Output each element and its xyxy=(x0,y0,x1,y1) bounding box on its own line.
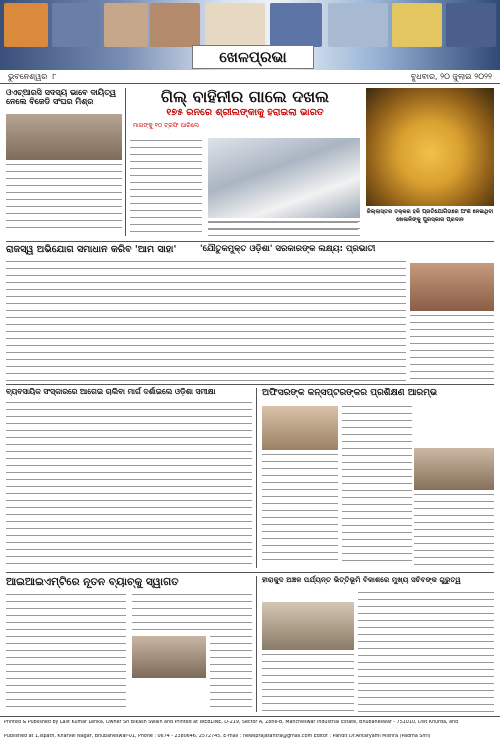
row4-left-title: ଆଇଆଇଏମ୍‌ଟିରେ ନୂତନ ବ୍ୟାଚ୍‌କୁ ସ୍ୱାଗତ xyxy=(6,576,179,588)
imprint-line: Printed & Published by Lalit Kumar Lenka, Owner Sri Bikash Swain and Printed at WEBLINE, D-219, Sector A, Zone-B, Mancheswar Industrial Estate, Bhubaneswar - 751010, Dist Khurda, and xyxy=(4,720,459,725)
masthead xyxy=(0,0,500,70)
row3-right-body-3 xyxy=(414,494,494,566)
masthead-photo-2 xyxy=(52,3,100,47)
row2-left-story xyxy=(6,245,306,381)
row4-right-story xyxy=(262,576,494,712)
story-left-top-title: ଓଏଚ୍ଆରସି ସଦସ୍ୟ ଭାବେ ଦାୟିତ୍ୱ ନେଲେ ବିଜେଡି ସଂଘର ମିଶ୍ର xyxy=(6,88,116,107)
masthead-photo-7 xyxy=(328,3,388,47)
row4-right-photo xyxy=(262,602,354,650)
row3-left-title: ବ୍ୟବସାୟିକ ସଂସ୍କାରରେ ଆଗେଇ ଚାଲିବା ମାର୍ଗ ଦର୍ଶାଇଲେ ଓଡ଼ିଶା ସମୀକ୍ଷା xyxy=(6,387,216,396)
row4-right-body-2 xyxy=(262,654,354,712)
row2-left-body xyxy=(6,261,306,381)
page-number: ୮ xyxy=(52,71,57,81)
row3-right-body xyxy=(342,406,412,566)
row4-right-body xyxy=(358,592,494,712)
masthead-title: ଖେଳପ୍ରଭା xyxy=(192,45,314,69)
masthead-strip xyxy=(0,70,500,84)
story-right-top-photo xyxy=(366,88,494,206)
section-rule-3 xyxy=(6,572,494,573)
row3-right-story xyxy=(262,388,494,568)
row3-left-story xyxy=(6,388,252,568)
masthead-photo-9 xyxy=(446,3,496,47)
story-left-top-photo xyxy=(6,114,122,160)
row4-left-photo xyxy=(132,636,206,678)
row2-right-body xyxy=(300,261,406,381)
row2-right-title: 'ଯୌତୁକମୁକ୍ତ ଓଡ଼ିଶା' ସରକାରଙ୍କ ଲକ୍ଷ୍ୟ: ପ୍ରଭାତୀ xyxy=(200,244,376,254)
masthead-photo-3 xyxy=(104,3,148,47)
row4-right-title: ହୀରାକୁଦ ଅଞ୍ଚଳ ପର୍ଯ୍ୟନ୍ତ ଭିତ୍ତିଭୂମି ବିକାଶରେ ମୁଖ୍ୟ ସଚିବଙ୍କ ଗୁରୁତ୍ୱ xyxy=(262,575,461,584)
masthead-photo-4 xyxy=(150,3,200,47)
row4-left-body-2 xyxy=(132,594,252,634)
lead-story-photo xyxy=(208,138,360,218)
footer-rule xyxy=(0,716,500,717)
section-rule-2 xyxy=(6,384,494,385)
row3-right-photo-2 xyxy=(414,448,494,490)
lead-story-col3 xyxy=(208,222,358,236)
issue-date: ବୁଧବାର, ୨୦ ଜୁଲାଇ ୨୦୨୨ xyxy=(410,71,492,81)
lead-story-subtitle: ୧୭୫ ରନରେ ଶ୍ରୀଲଙ୍କାକୁ ହରାଇଲା ଭାରତ xyxy=(166,107,324,119)
row3-right-photo xyxy=(262,406,338,450)
story-right-top xyxy=(366,88,494,238)
row2-right-story xyxy=(200,244,494,381)
lead-story-kicker: ମାଗଙ୍କୁ ୧୦ ଟ୍ରଫି ପାରିଲେ xyxy=(132,122,200,130)
row4-left-story xyxy=(6,576,252,712)
row4-left-body xyxy=(6,594,126,712)
edition-label: ଭୁବନେଶ୍ୱର xyxy=(8,71,48,81)
story-left-top xyxy=(6,88,122,234)
column-rule-2 xyxy=(256,388,257,568)
masthead-photo-5 xyxy=(205,3,265,47)
lead-story-col1 xyxy=(130,140,202,236)
row3-right-title: ଅଫିସରଙ୍କ କନ୍ସପ୍ଟରଙ୍କର ପ୍ରଶିକ୍ଷଣ ଆରମ୍ଭ xyxy=(262,388,438,398)
row2-right-photo xyxy=(410,263,494,311)
masthead-photo-8 xyxy=(392,3,442,47)
masthead-photo-1 xyxy=(4,3,48,47)
row2-left-title: ରାଜସ୍ୱ ଅଭିଯୋଗ ସମାଧାନ କରିବ 'ଆମ ସାହା' xyxy=(6,244,177,255)
column-rule xyxy=(125,88,126,236)
row3-left-body xyxy=(6,402,252,568)
row2-right-body-2 xyxy=(410,315,494,381)
lead-story-title: ଗିଲ୍ ବାହିନୀର ଗାଲେ ଦଖଲ xyxy=(160,87,330,106)
imprint-line-2: Published at 1,Ispath, Kharvel Nagar, Bhubaneswar-01, Phone : 0674 - 2380646, 2572745, E-mail : newsprajatantra@gmail.com Editor : Pandit Dr.Antaryami Mishra (Padma Shri) xyxy=(4,734,431,739)
lead-story xyxy=(130,88,360,238)
story-right-top-caption: ଜିଲ୍ଲାସ୍ତର ତକ୍କର ହକି ପ୍ରତିଯୋଗିତାରେ ଅଂଶ ନେଇଥିବା ଖେଳାଳିଙ୍କୁ ପୁରସ୍କାର ପ୍ରଦାନ xyxy=(366,209,494,223)
section-rule-1 xyxy=(6,241,494,242)
column-rule-3 xyxy=(256,576,257,712)
row3-right-body-2 xyxy=(262,454,338,566)
story-left-top-body xyxy=(6,164,122,234)
row4-left-body-3 xyxy=(210,636,252,712)
masthead-photo-6 xyxy=(270,3,322,47)
